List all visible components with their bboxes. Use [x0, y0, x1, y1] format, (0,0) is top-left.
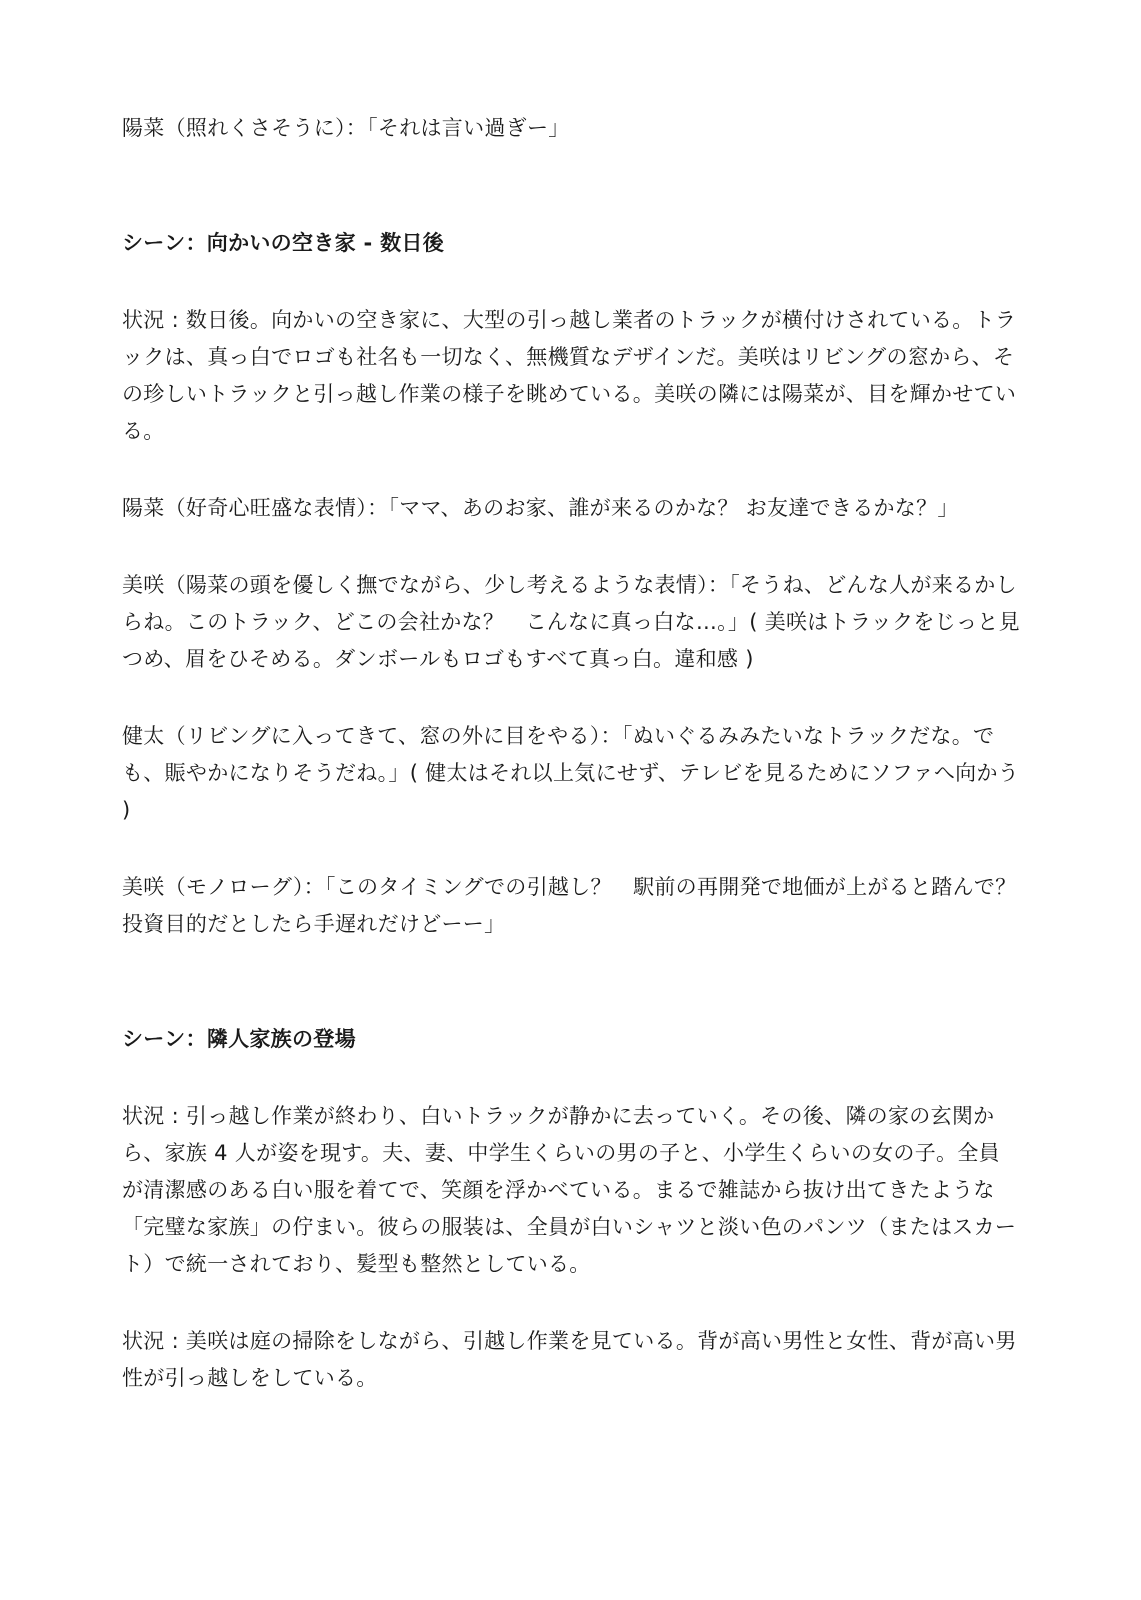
dialogue-hina-curious: 陽菜（好奇心旺盛な表情）：「ママ、あのお家、誰が来るのかな？ お友達できるかな？」	[122, 496, 959, 520]
situation-misaki-garden: 状況 : 美咲は庭の掃除をしながら、引越し作業を見ている。背が高い男性と女性、背が高い男性が引っ越しをしている。	[122, 1329, 1017, 1390]
spacer	[122, 1283, 1020, 1323]
spacer	[122, 450, 1020, 490]
situation-truck: 状況 : 数日後。向かいの空き家に、大型の引っ越し業者のトラックが横付けされている。トラックは、真っ白でロゴも社名も一切なく、無機質なデザインだ。美咲はリビングの窓から、その珍しいトラックと引っ越し作業の様子を眺めている。美咲の隣には陽菜が、目を輝かせている。	[122, 308, 1017, 443]
scene-heading-empty-house: シーン：向かいの空き家 - 数日後	[122, 231, 445, 255]
spacer	[122, 527, 1020, 567]
spacer	[122, 1058, 1020, 1098]
monologue-misaki: 美咲（モノローグ）：「このタイミングでの引越し？ 駅前の再開発で地価が上がると踏んで？ 投資目的だとしたら手遅れだけどーー」	[122, 875, 1038, 936]
dialogue-kenta: 健太（リビングに入ってきて、窓の外に目をやる）：「ぬいぐるみみたいなトラックだな。でも、賑やかになりそうだね。」( 健太はそれ以上気にせず、テレビを見るためにソファへ向かう )	[122, 724, 1020, 822]
spacer	[122, 262, 1020, 302]
scene-heading-neighbors: シーン：隣人家族の登場	[122, 1027, 356, 1051]
dialogue-misaki-truck: 美咲（陽菜の頭を優しく撫でながら、少し考えるような表情）：「そうね、どんな人が来るかしらね。このトラック、どこの会社かな？ こんなに真っ白な…。」( 美咲はトラックをじっと見つめ、眉をひそめる。ダンボールもロゴもすべて真っ白。違和感 )	[122, 573, 1020, 671]
situation-neighbor-family: 状況 : 引っ越し作業が終わり、白いトラックが静かに去っていく。その後、隣の家の玄関から、家族 4 人が姿を現す。夫、妻、中学生くらいの男の子と、小学生くらいの女の子。全員が清潔感のある白い服を着てで、笑顔を浮かべている。まるで雑誌から抜け出てきたような「完璧な家族」の佇まい。彼らの服装は、全員が白いシャツと淡い色のパンツ（またはスカート）で統一されており、髪型も整然としている。	[122, 1104, 1017, 1276]
spacer	[122, 829, 1020, 869]
document-body	[122, 110, 1038, 1397]
spacer	[122, 147, 1020, 225]
spacer	[122, 678, 1020, 718]
dialogue-hina-shy: 陽菜（照れくさそうに）：「それは言い過ぎー」	[122, 116, 570, 140]
spacer	[122, 943, 1020, 1021]
